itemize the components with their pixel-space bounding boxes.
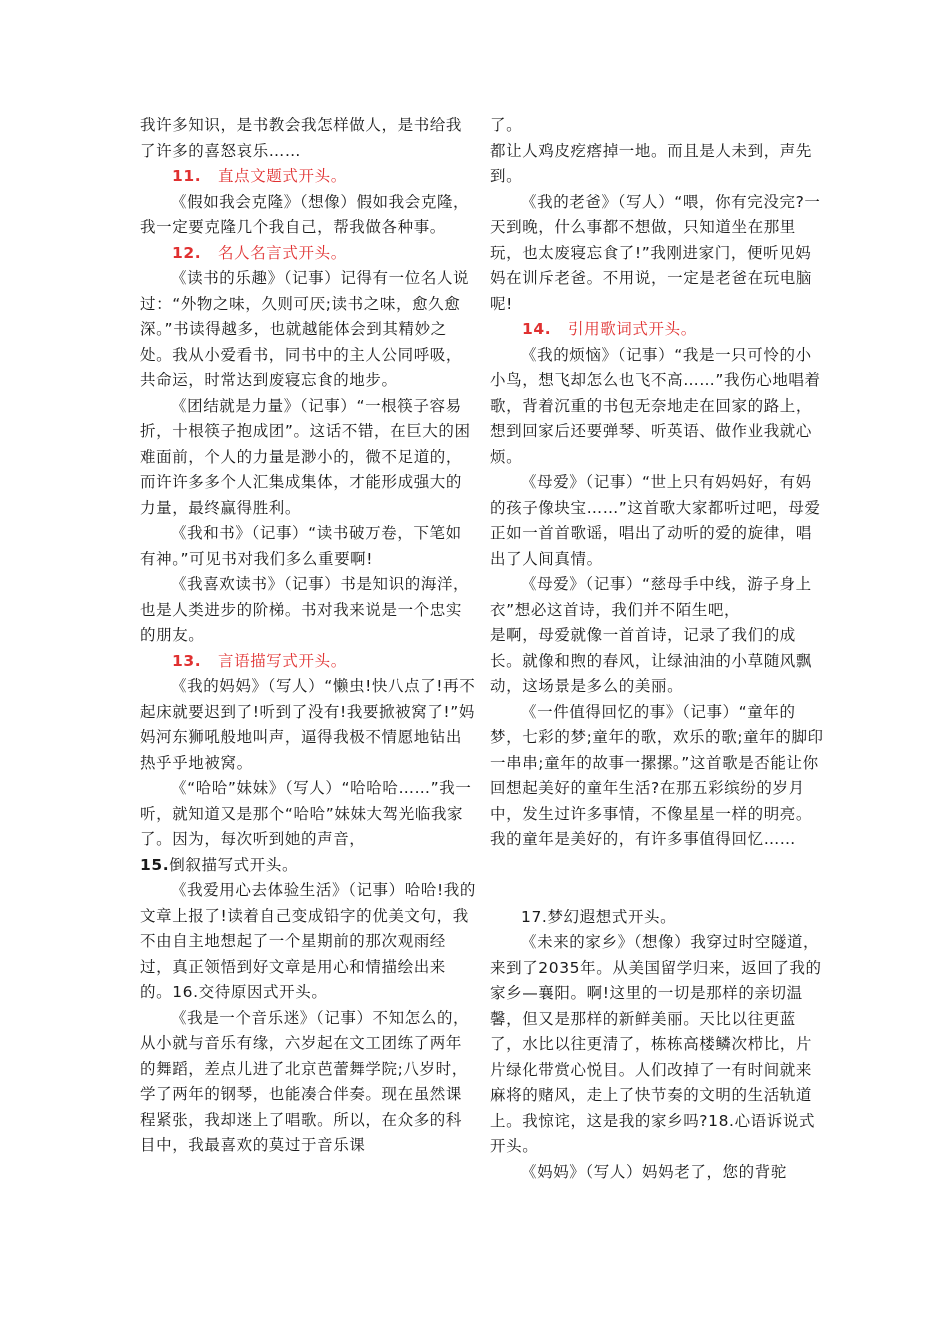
section-heading-12	[140, 241, 477, 267]
section-heading-11	[140, 164, 477, 190]
right-column	[490, 113, 827, 1185]
paragraph: 《我爱用心去体验生活》（记事）哈哈!我的文章上报了!读着自己变成铅字的优美文句，我不由自主地想起了一个星期前的那次观雨经过，真正领悟到好文章是用心和情描绘出来的。16.交待原因式开头。	[140, 881, 476, 1001]
heading-number: 13.	[172, 651, 202, 670]
paragraph: 是啊，母爱就像一首首诗，记录了我们的成长。就像和煦的春风，让绿油油的小草随风飘动，这场景是多么的美丽。	[490, 626, 813, 695]
paragraph: 《假如我会克隆》（想像）假如我会克隆，我一定要克隆几个我自己，帮我做各种事。	[140, 192, 470, 236]
heading-text: 言语描写式开头。	[218, 651, 347, 670]
section-heading-17: 17.梦幻遐想式开头。	[521, 907, 677, 926]
heading-number: 14.	[522, 320, 552, 338]
paragraph: 《读书的乐趣》（记事）记得有一位名人说过：“外物之味，久则可厌;读书之味，愈久愈深。”书读得越多，也就越能体会到其精妙之处。我从小爱看书，同书中的主人公同呼吸，共命运，时常达到废寝忘食的地步。	[140, 269, 470, 389]
heading-text: 引用歌词式开头。	[568, 320, 697, 338]
paragraph: 《我的烦恼》（记事）“我是一只可怜的小小鸟，想飞却怎么也飞不高……”我伤心地唱着歌，背着沉重的书包无奈地走在回家的路上，想到回家后还要弹琴、听英语、做作业我就心烦。	[490, 345, 821, 466]
paragraph: 《我和书》（记事）“读书破万卷，下笔如有神。”可见书对我们多么重要啊!	[140, 524, 462, 568]
paragraph: 《母爱》（记事）“世上只有妈妈好，有妈的孩子像块宝……”这首歌大家都听过吧，母爱正如一首首歌谣，唱出了动听的爱的旋律，唱出了人间真情。	[490, 473, 821, 568]
paragraph: 《一件值得回忆的事》（记事）“童年的梦，七彩的梦;童年的歌，欢乐的歌;童年的脚印一串串;童年的故事一摞摞。”这首歌是否能让你回想起美好的童年生活?在那五彩缤纷的岁月中，发生过许多事情，不像星星一样的明亮。我的童年是美好的，有许多事值得回忆……	[490, 702, 824, 848]
heading-number: 15.	[140, 855, 170, 874]
paragraph: 都让人鸡皮疙瘩掉一地。而且是人未到，声先到。	[490, 141, 813, 185]
heading-number: 11.	[172, 167, 202, 185]
paragraph: 《“哈哈”妹妹》（写人）“哈哈哈……”我一听，就知道又是那个“哈哈”妹妹大驾光临我家了。因为，每次听到她的声音，	[140, 779, 472, 848]
paragraph: 《我的妈妈》（写人）“懒虫!快八点了!再不起床就要迟到了!听到了没有!我要掀被窝了!”妈妈河东狮吼般地叫声，逼得我极不情愿地钻出热乎乎地被窝。	[140, 677, 476, 772]
section-heading-13	[140, 649, 477, 675]
section-heading-14	[490, 317, 827, 343]
paragraph: 了。	[490, 116, 523, 134]
left-column	[140, 113, 477, 1159]
paragraph: 《团结就是力量》（记事）“一根筷子容易折，十根筷子抱成团”。这话不错，在巨大的困难面前，个人的力量是渺小的，微不足道的，而许许多多个人汇集成集体，才能形成强大的力量，最终赢得胜利。	[140, 396, 471, 517]
paragraph: 《母爱》（记事）“慈母手中线，游子身上衣”想必这首诗，我们并不陌生吧，	[490, 575, 812, 619]
paragraph: 《妈妈》（写人）妈妈老了，您的背驼	[521, 1162, 787, 1181]
paragraph: 《我是一个音乐迷》（记事）不知怎么的，从小就与音乐有缘，六岁起在文工团练了两年的舞蹈，差点儿进了北京芭蕾舞学院;八岁时，学了两年的钢琴，也能凑合伴奏。现在虽然课程紧张，我却迷上了唱歌。所以，在众多的科目中，我最喜欢的莫过于音乐课	[140, 1008, 470, 1154]
heading-text: 直点文题式开头。	[218, 167, 347, 185]
heading-text: 名人名言式开头。	[218, 243, 347, 262]
section-heading-15	[140, 853, 477, 879]
paragraph: 《未来的家乡》（想像）我穿过时空隧道，来到了2035年。从美国留学归来，返回了我的家乡—襄阳。啊!这里的一切是那样的亲切温馨，但又是那样的新鲜美丽。天比以往更蓝了，水比以往更清了，栋栋高楼鳞次栉比，片片绿化带赏心悦目。人们改掉了一有时间就来麻将的赌风，走上了快节奏的文明的生活轨道上。我惊诧，这是我的家乡吗?18.心语诉说式开头。	[490, 933, 822, 1155]
paragraph: 我许多知识，是书教会我怎样做人，是书给我了许多的喜怒哀乐……	[140, 116, 463, 160]
paragraph: 《我的老爸》（写人）“喂，你有完没完?一天到晚，什么事都不想做，只知道坐在那里玩，也太废寝忘食了!”我刚进家门，便听见妈妈在训斥老爸。不用说，一定是老爸在玩电脑呢!	[490, 192, 821, 313]
heading-number: 12.	[172, 243, 202, 262]
heading-text: 倒叙描写式开头。	[169, 855, 299, 874]
paragraph: 《我喜欢读书》（记事）书是知识的海洋，也是人类进步的阶梯。书对我来说是一个忠实的朋友。	[140, 575, 470, 644]
spacer	[490, 853, 827, 905]
